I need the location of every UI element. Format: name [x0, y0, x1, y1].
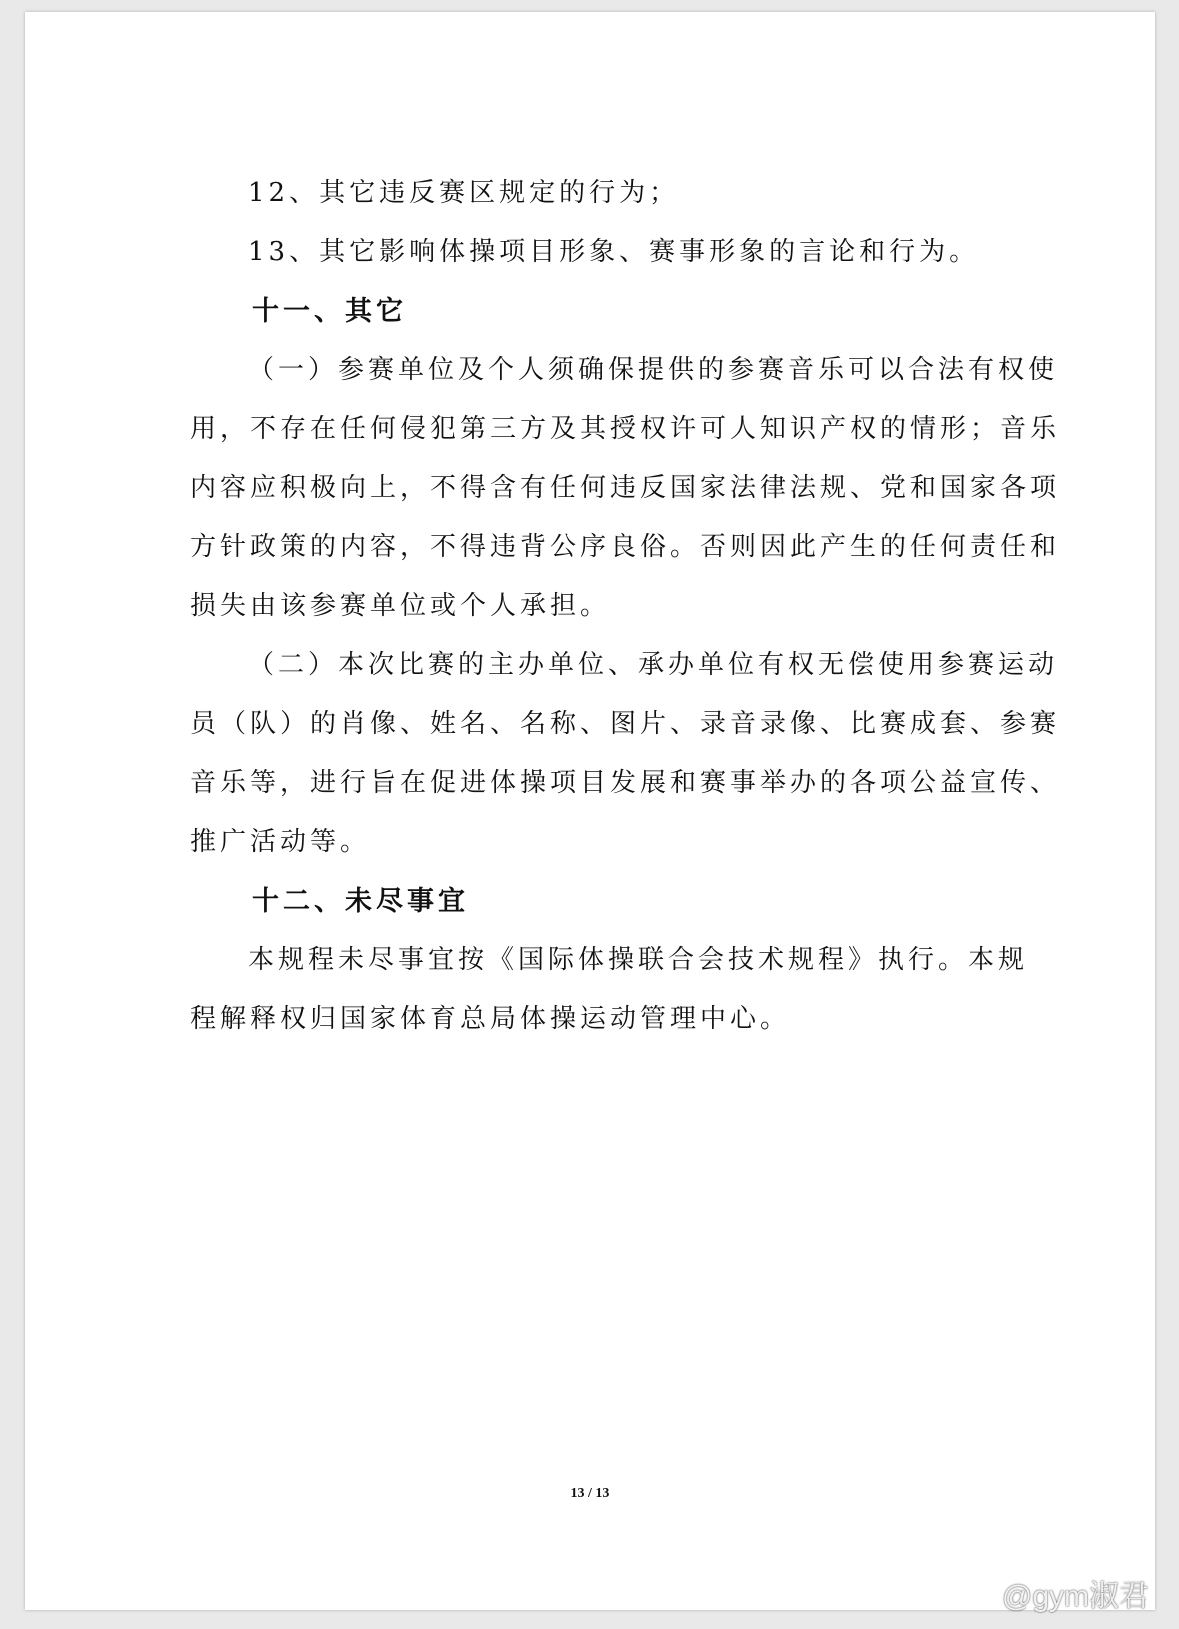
paragraph-line: 方针政策的内容，不得违背公序良俗。否则因此产生的任何责任和: [190, 532, 1061, 562]
watermark-text: @gym淑君: [1001, 1580, 1149, 1613]
paragraph-line: 本规程未尽事宜按《国际体操联合会技术规程》执行。本规: [248, 945, 1029, 975]
page-number: 13 / 13: [570, 1486, 610, 1501]
item-12: 12、其它违反赛区规定的行为；: [248, 178, 680, 208]
section-11-heading: 十一、其它: [252, 296, 407, 327]
watermark: [954, 1571, 1149, 1615]
document-body: [190, 164, 1061, 1049]
document-page: [25, 12, 1155, 1610]
paragraph-line: 用，不存在任何侵犯第三方及其授权许可人知识产权的情形；音乐: [190, 414, 1061, 444]
paragraph-line: （一）参赛单位及个人须确保提供的参赛音乐可以合法有权使: [248, 355, 1059, 385]
paragraph-line: （二）本次比赛的主办单位、承办单位有权无偿使用参赛运动: [248, 650, 1059, 680]
weibo-logo-icon: [954, 1576, 996, 1610]
paragraph-line: 损失由该参赛单位或个人承担。: [190, 591, 611, 621]
item-13: 13、其它影响体操项目形象、赛事形象的言论和行为。: [248, 237, 980, 267]
section-12-heading: 十二、未尽事宜: [252, 886, 469, 917]
paragraph-line: 员（队）的肖像、姓名、名称、图片、录音录像、比赛成套、参赛: [190, 709, 1061, 739]
paragraph-line: 音乐等，进行旨在促进体操项目发展和赛事举办的各项公益宣传、: [190, 768, 1061, 798]
paragraph-line: 程解释权归国家体育总局体操运动管理中心。: [190, 1004, 791, 1034]
paragraph-line: 内容应积极向上，不得含有任何违反国家法律法规、党和国家各项: [190, 473, 1061, 503]
paragraph-line: 推广活动等。: [190, 827, 371, 857]
